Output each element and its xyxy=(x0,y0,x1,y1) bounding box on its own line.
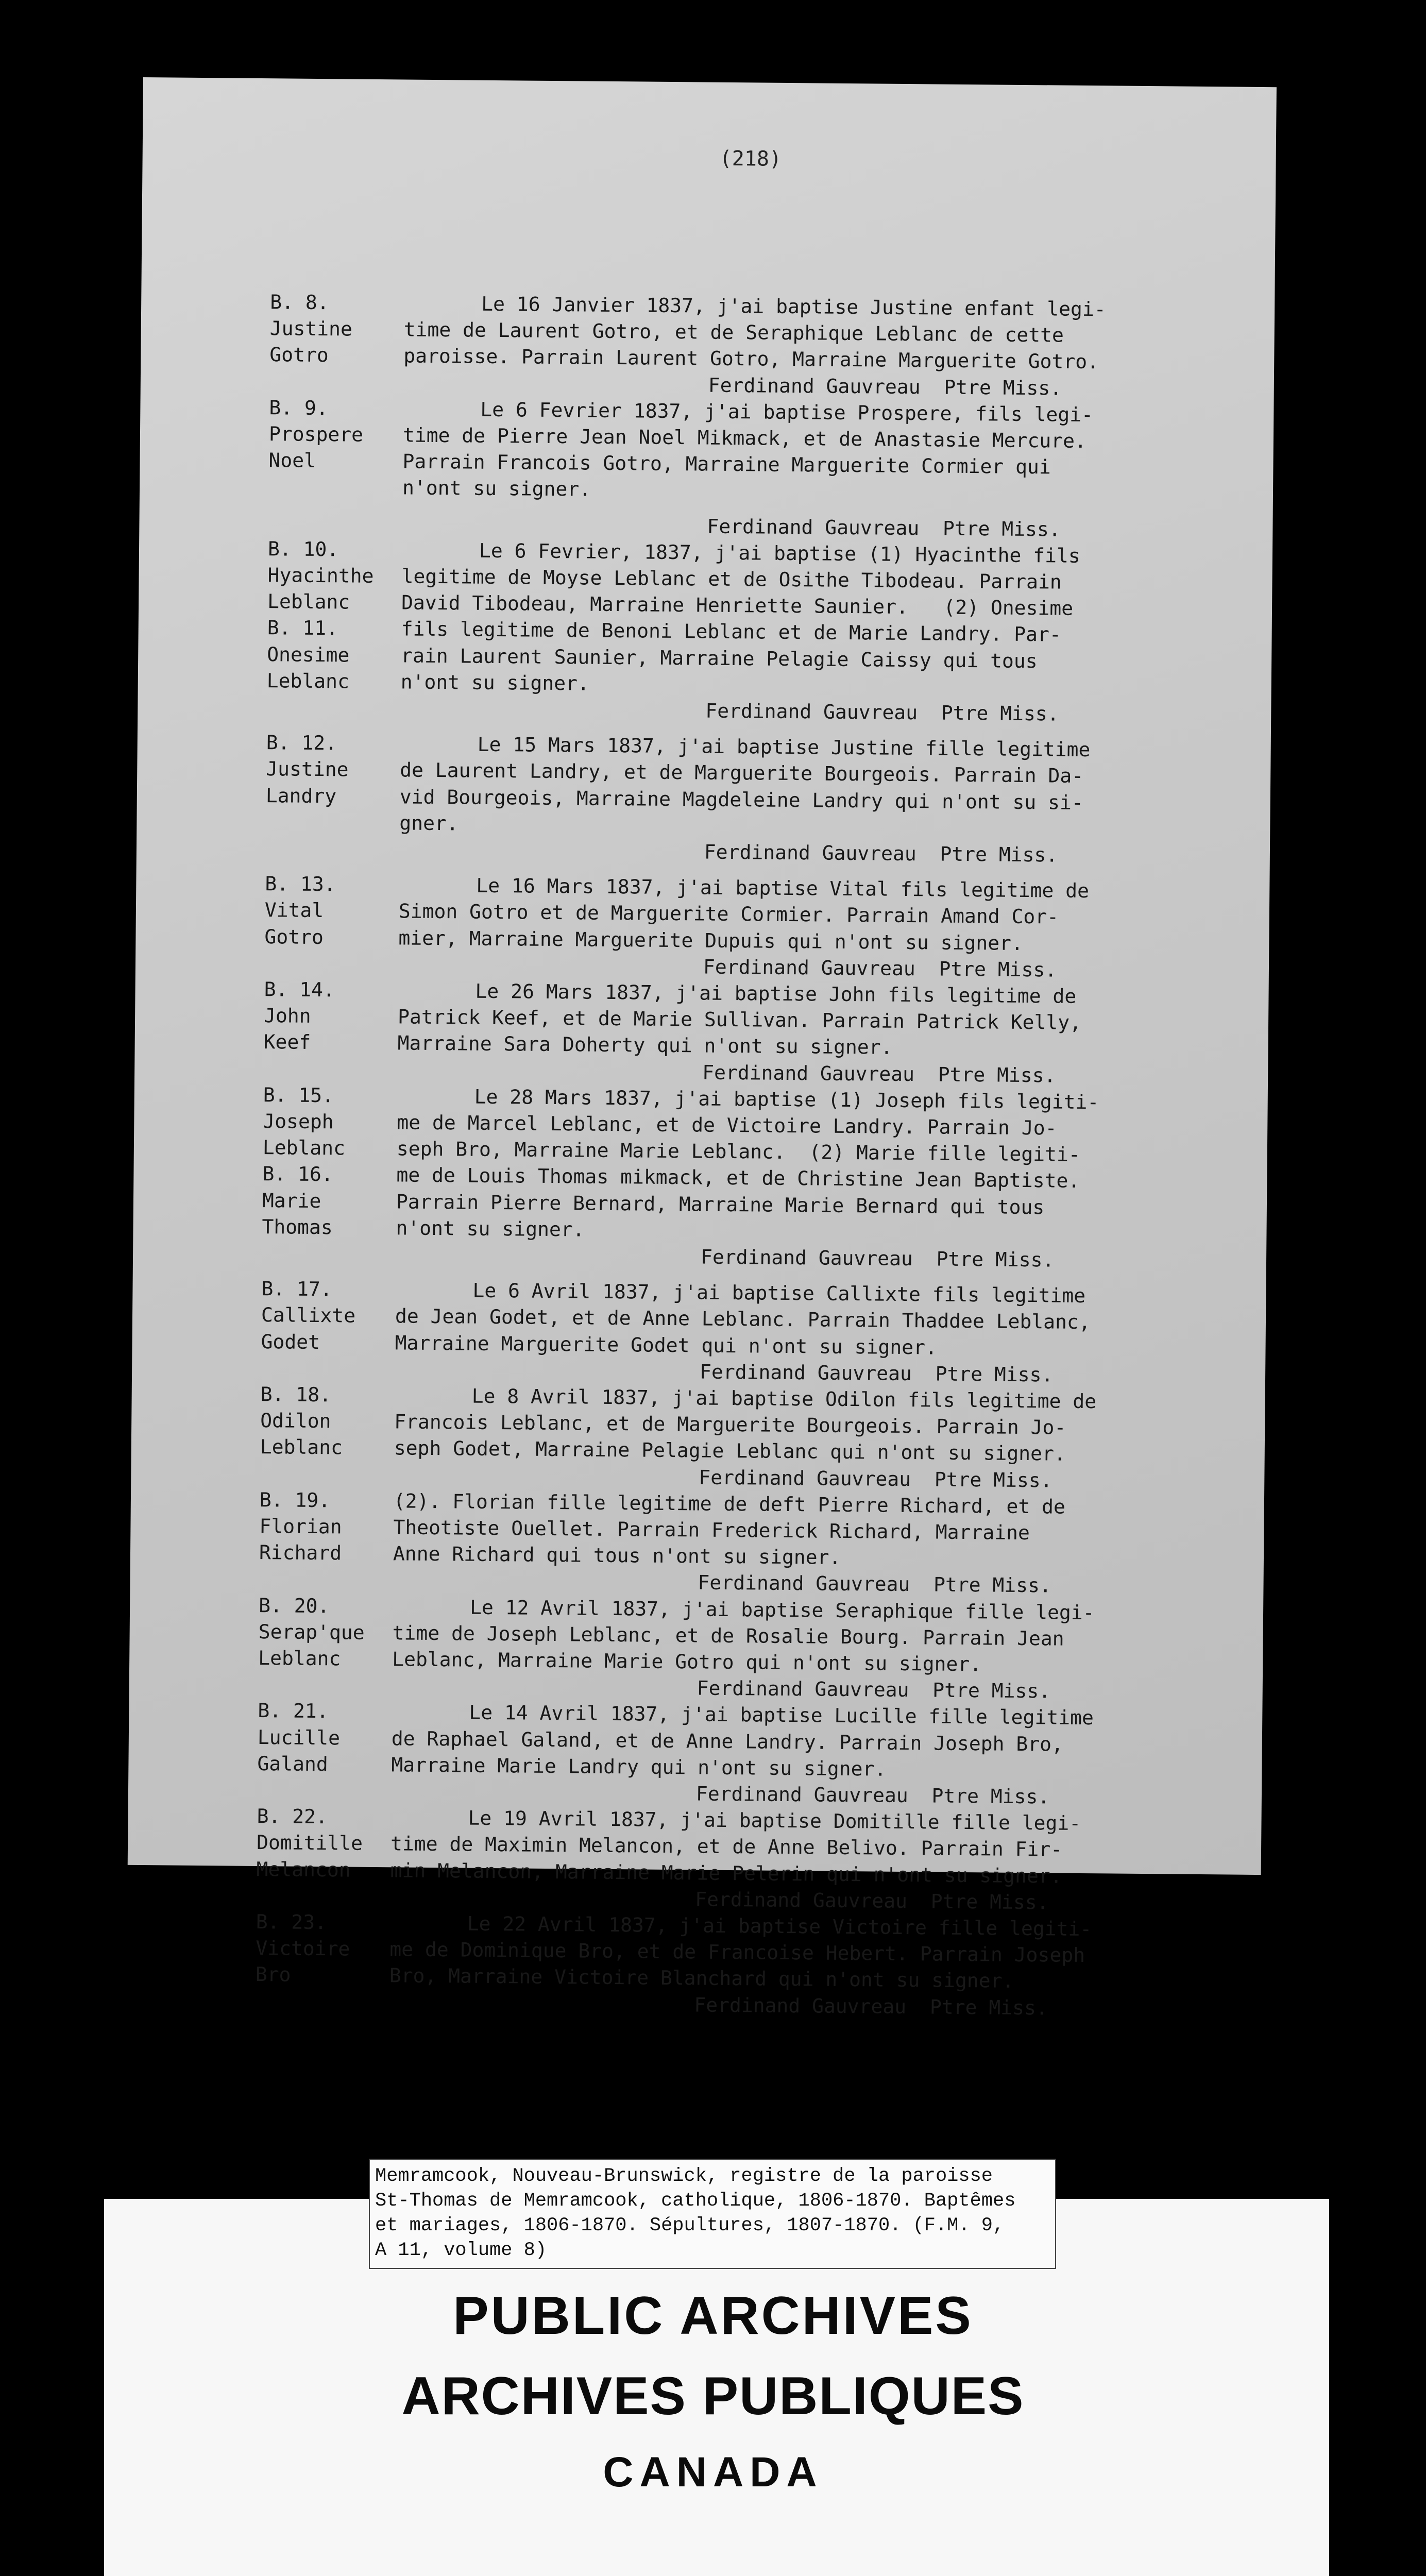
margin-label: Noel xyxy=(268,449,316,472)
signature-line: Ferdinand Gauvreau Ptre Miss. xyxy=(698,1571,1052,1597)
margin-label: Odilon xyxy=(260,1409,331,1433)
entry-text-line: rain Laurent Saunier, Marraine Pelagie Caissy qui tous xyxy=(401,644,1038,672)
entry-text-line: vid Bourgeois, Marraine Magdeleine Landry qui n'ont su si- xyxy=(399,785,1083,814)
entry-text-line: fils legitime de Benoni Leblanc et de Marie Landry. Par- xyxy=(401,617,1061,646)
entry-text-line: me de Marcel Leblanc, et de Victoire Landry. Parrain Jo- xyxy=(397,1111,1057,1140)
margin-label: Florian xyxy=(259,1515,342,1538)
margin-label: Hyacinthe xyxy=(267,564,374,587)
margin-label: Justine xyxy=(266,757,349,781)
margin-label: B. 16. xyxy=(262,1162,333,1186)
margin-label: Leblanc xyxy=(266,669,350,693)
margin-label: Prospere xyxy=(268,422,364,446)
card-title-english: PUBLIC ARCHIVES xyxy=(453,2286,973,2346)
entry-text-line: mier, Marraine Marguerite Dupuis qui n'ont su signer. xyxy=(398,926,1024,955)
margin-label: B. 13. xyxy=(265,872,336,896)
entry-text-line: Bro, Marraine Victoire Blanchard qui n'ont su signer. xyxy=(389,1964,1014,1993)
entry-text-line: paroisse. Parrain Laurent Gotro, Marraine Marguerite Gotro. xyxy=(403,344,1099,374)
entry-text-line: n'ont su signer. xyxy=(396,1216,585,1241)
entry-text-line: de Raphael Galand, et de Anne Landry. Parrain Joseph Bro, xyxy=(391,1726,1064,1756)
register-page xyxy=(128,77,1277,2020)
entry-text-line: Francois Leblanc, et de Marguerite Bourgeois. Parrain Jo- xyxy=(394,1410,1066,1439)
entry-text-line: Le 6 Avril 1837, j'ai baptise Callixte fils legitime xyxy=(472,1279,1086,1308)
entry-text-line: Le 26 Mars 1837, j'ai baptise John fils legitime de xyxy=(475,979,1077,1008)
margin-label: Marie xyxy=(262,1189,321,1212)
signature-line: Ferdinand Gauvreau Ptre Miss. xyxy=(704,840,1058,867)
entry-text-line: Marraine Marguerite Godet qui n'ont su signer. xyxy=(395,1331,938,1359)
margin-label: Melancon xyxy=(256,1857,351,1882)
entry-text-line: Le 6 Fevrier, 1837, j'ai baptise (1) Hyacinthe fils xyxy=(479,539,1080,567)
entry-text-line: Le 16 Mars 1837, j'ai baptise Vital fils legitime de xyxy=(476,874,1090,903)
entry-text-line: Le 19 Avril 1837, j'ai baptise Domitille fille legi- xyxy=(468,1806,1081,1835)
entry-text-line: Parrain Pierre Bernard, Marraine Marie Bernard qui tous xyxy=(396,1190,1045,1218)
margin-label: B. 15. xyxy=(263,1083,334,1107)
margin-label: B. 10. xyxy=(267,537,339,561)
entry-text-line: Patrick Keef, et de Marie Sullivan. Parrain Patrick Kelly, xyxy=(397,1005,1082,1035)
entry-text-line: (2). Florian fille legitime de deft Pierre Richard, et de xyxy=(393,1489,1066,1518)
margin-label: B. 22. xyxy=(257,1805,328,1828)
entry-text-line: Marraine Marie Landry qui n'ont su signer. xyxy=(391,1753,887,1781)
signature-line: Ferdinand Gauvreau Ptre Miss. xyxy=(699,1360,1054,1386)
signature-line: Ferdinand Gauvreau Ptre Miss. xyxy=(705,699,1059,725)
margin-label: Leblanc xyxy=(262,1136,346,1160)
signature-line: Ferdinand Gauvreau Ptre Miss. xyxy=(703,955,1057,981)
source-line: St-Thomas de Memramcook, catholique, 1806-1870. Baptêmes xyxy=(375,2190,1016,2212)
signature-line: Ferdinand Gauvreau Ptre Miss. xyxy=(697,1676,1051,1703)
margin-label: Galand xyxy=(257,1752,328,1776)
entry-text-line: David Tibodeau, Marraine Henriette Saunier. (2) Onesime xyxy=(401,591,1074,620)
margin-label: Victoire xyxy=(256,1937,350,1960)
signature-line: Ferdinand Gauvreau Ptre Miss. xyxy=(700,1245,1055,1272)
entry-text-line: me de Louis Thomas mikmack, et de Christine Jean Baptiste. xyxy=(396,1163,1080,1193)
signature-line: Ferdinand Gauvreau Ptre Miss. xyxy=(699,1466,1052,1492)
signature-line: Ferdinand Gauvreau Ptre Miss. xyxy=(702,1061,1056,1087)
entry-text-line: Le 8 Avril 1837, j'ai baptise Odilon fils legitime de xyxy=(471,1384,1097,1413)
margin-label: Justine xyxy=(269,317,353,341)
margin-label: Godet xyxy=(261,1330,320,1353)
entry-text-line: n'ont su signer. xyxy=(402,476,591,501)
entry-text-line: Le 6 Fevrier 1837, j'ai baptise Prospere, fils legi- xyxy=(480,398,1094,426)
margin-label: Lucille xyxy=(257,1725,341,1750)
margin-label: Thomas xyxy=(262,1215,333,1239)
margin-label: B. 14. xyxy=(264,978,335,1002)
entry-text-line: Marraine Sara Doherty qui n'ont su signer. xyxy=(397,1031,893,1059)
margin-label: Domitille xyxy=(256,1831,363,1855)
margin-label: B. 18. xyxy=(260,1383,332,1406)
entry-text-line: time de Maximin Melancon, et de Anne Belivo. Parrain Fir- xyxy=(390,1832,1063,1861)
margin-label: Keef xyxy=(263,1030,311,1054)
entry-text-line: time de Pierre Jean Noel Mikmack, et de Anastasie Mercure. xyxy=(402,423,1087,453)
margin-label: B. 9. xyxy=(269,396,328,419)
entry-text-line: time de Joseph Leblanc, et de Rosalie Bourg. Parrain Jean xyxy=(392,1621,1064,1650)
margin-label: B. 19. xyxy=(259,1488,331,1512)
margin-label: Leblanc xyxy=(267,590,350,614)
register-entries xyxy=(128,77,1277,2020)
entry-text-line: min Melancon, Marraine Marie Pelerin qui n'ont su signer. xyxy=(390,1858,1062,1888)
source-label xyxy=(369,2159,1056,2269)
source-line: et mariages, 1806-1870. Sépultures, 1807-1870. (F.M. 9, xyxy=(375,2215,1005,2236)
entry-text-line: Parrain Francois Gotro, Marraine Marguerite Cormier qui xyxy=(402,450,1051,479)
entry-text-line: seph Godet, Marraine Pelagie Leblanc qui n'ont su signer. xyxy=(394,1436,1066,1466)
margin-label: Bro xyxy=(255,1963,291,1987)
margin-label: B. 12. xyxy=(266,731,337,755)
entry-text-line: gner. xyxy=(399,811,459,835)
margin-label: John xyxy=(263,1004,311,1028)
margin-label: B. 21. xyxy=(258,1699,329,1723)
margin-label: Serap'que xyxy=(258,1620,365,1644)
entry-text-line: Le 12 Avril 1837, j'ai baptise Seraphique fille legi- xyxy=(469,1596,1095,1624)
signature-line: Ferdinand Gauvreau Ptre Miss. xyxy=(694,1993,1048,2020)
entry-text-line: Le 16 Janvier 1837, j'ai baptise Justine enfant legi- xyxy=(481,292,1106,321)
entry-text-line: n'ont su signer. xyxy=(400,670,590,695)
entry-text-line: de Jean Godet, et de Anne Leblanc. Parrain Thaddee Leblanc, xyxy=(395,1304,1091,1334)
entry-text-line: Le 15 Mars 1837, j'ai baptise Justine fille legitime xyxy=(477,733,1091,761)
margin-label: B. 17. xyxy=(261,1277,332,1301)
entry-text-line: time de Laurent Gotro, et de Seraphique Leblanc de cette xyxy=(403,318,1064,347)
margin-label: Onesime xyxy=(267,642,350,667)
margin-label: Gotro xyxy=(264,925,324,948)
entry-text-line: Le 22 Avril 1837, j'ai baptise Victoire fille legiti- xyxy=(467,1912,1092,1941)
signature-line: Ferdinand Gauvreau Ptre Miss. xyxy=(707,515,1061,541)
margin-label: B. 20. xyxy=(258,1594,330,1617)
margin-label: Gotro xyxy=(269,343,329,367)
entry-text-line: legitime de Moyse Leblanc et de Osithe Tibodeau. Parrain xyxy=(401,565,1062,594)
margin-label: Callixte xyxy=(261,1303,356,1328)
signature-line: Ferdinand Gauvreau Ptre Miss. xyxy=(695,1782,1050,1808)
entry-text-line: Anne Richard qui tous n'ont su signer. xyxy=(393,1542,841,1569)
margin-label: Richard xyxy=(259,1541,342,1565)
margin-label: B. 23. xyxy=(256,1910,327,1934)
source-line: Memramcook, Nouveau-Brunswick, registre de la paroisse xyxy=(375,2165,993,2187)
margin-label: Vital xyxy=(264,899,324,922)
page-number: (218) xyxy=(719,146,782,171)
margin-label: Leblanc xyxy=(258,1647,341,1670)
entry-text-line: Theotiste Ouellet. Parrain Frederick Richard, Marraine xyxy=(393,1516,1030,1545)
card-country: CANADA xyxy=(603,2449,823,2496)
margin-label: Leblanc xyxy=(260,1435,343,1459)
entry-text-line: Simon Gotro et de Marguerite Cormier. Parrain Amand Cor- xyxy=(398,900,1059,928)
margin-label: B. 11. xyxy=(267,616,338,640)
source-line: A 11, volume 8) xyxy=(375,2240,547,2261)
entry-text-line: me de Dominique Bro, et de Francoise Hebert. Parrain Joseph xyxy=(389,1938,1085,1967)
signature-line: Ferdinand Gauvreau Ptre Miss. xyxy=(708,374,1062,400)
entry-text-line: Leblanc, Marraine Marie Gotro qui n'ont su signer. xyxy=(392,1648,982,1676)
entry-text-line: Le 14 Avril 1837, j'ai baptise Lucille fille legitime xyxy=(469,1701,1094,1730)
margin-label: Landry xyxy=(265,784,337,807)
entry-text-line: de Laurent Landry, et de Marguerite Bourgeois. Parrain Da- xyxy=(400,758,1084,788)
margin-label: B. 8. xyxy=(270,291,329,314)
entry-text-line: Le 28 Mars 1837, j'ai baptise (1) Joseph fils legiti- xyxy=(474,1085,1099,1114)
card-title-french: ARCHIVES PUBLIQUES xyxy=(401,2366,1025,2426)
entry-text-line: seph Bro, Marraine Marie Leblanc. (2) Marie fille legiti- xyxy=(396,1137,1080,1166)
signature-line: Ferdinand Gauvreau Ptre Miss. xyxy=(694,1888,1049,1914)
margin-label: Joseph xyxy=(263,1110,334,1133)
